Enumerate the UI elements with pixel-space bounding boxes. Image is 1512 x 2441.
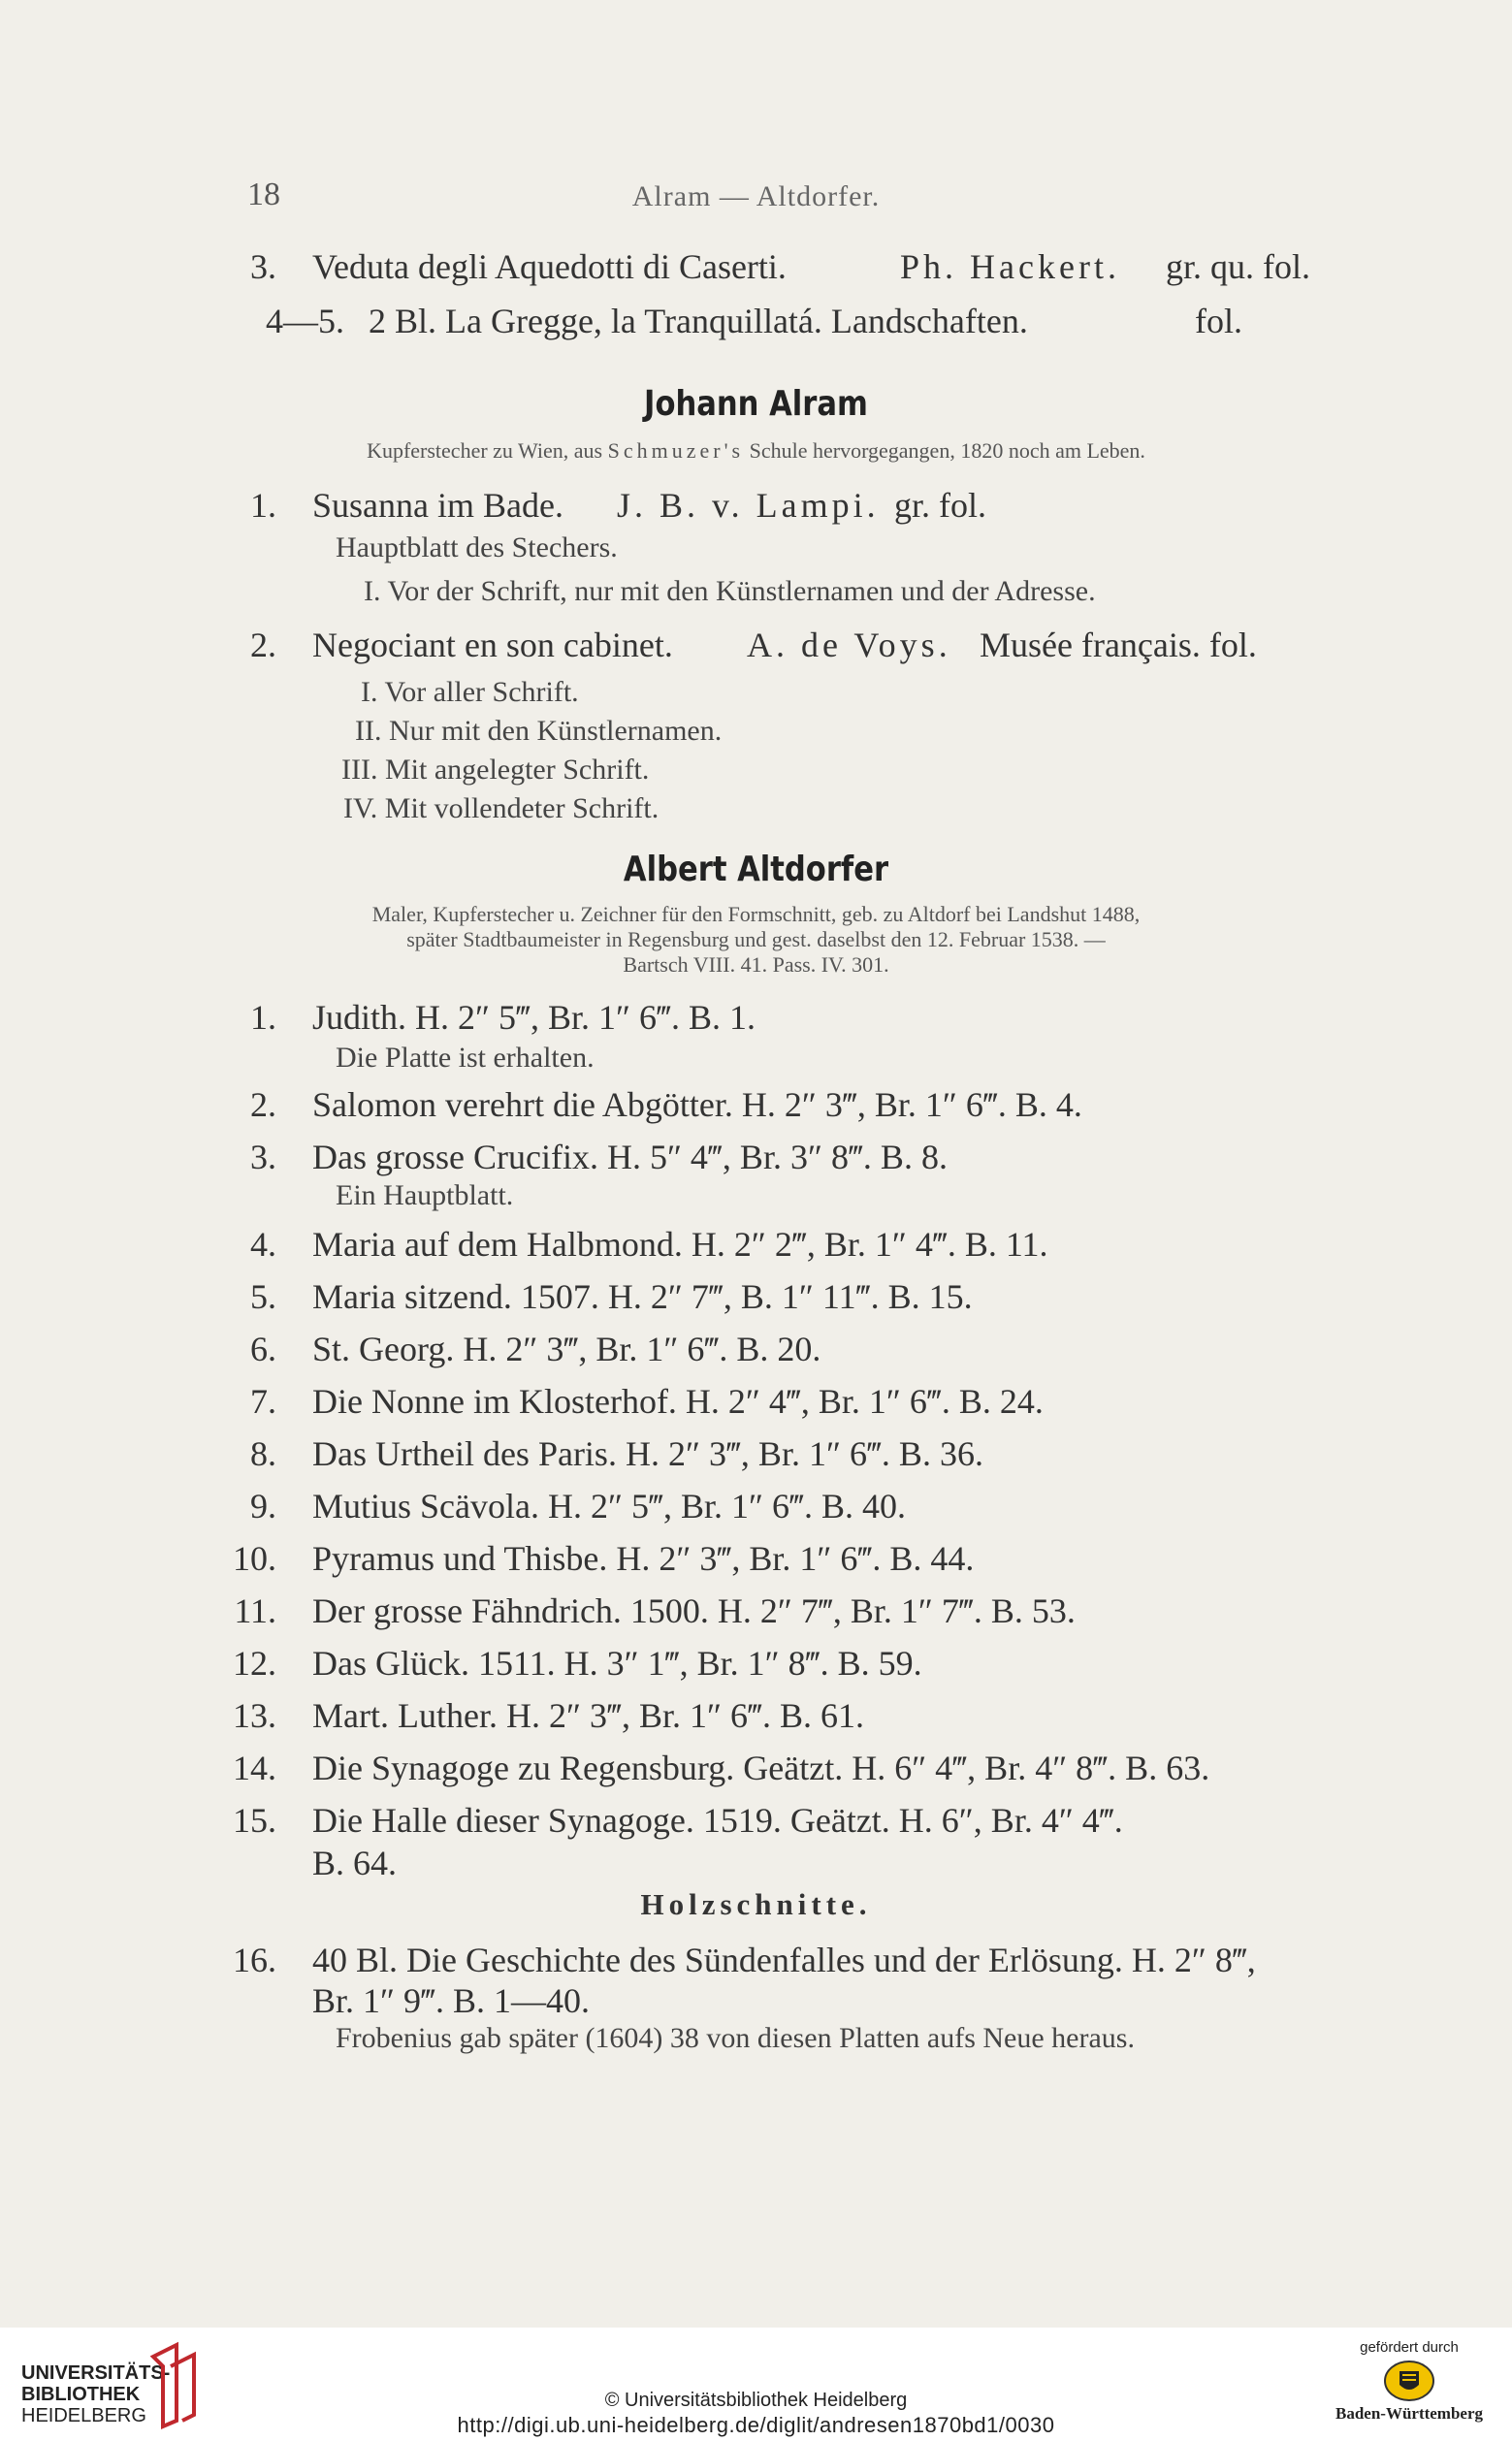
catalogue-item-text: Mart. Luther. H. 2″ 3‴, Br. 1″ 6‴. B. 61. (312, 1696, 864, 1735)
catalogue-item-number: 5. (250, 1277, 276, 1316)
catalogue-item-number: 8. (250, 1434, 276, 1473)
catalogue-item-number: 12. (233, 1644, 276, 1683)
footer-bar (0, 2328, 1512, 2441)
catalogue-item-text: Maria auf dem Halbmond. H. 2″ 2‴, Br. 1″ 4‴. B. 11. (312, 1225, 1048, 1264)
catalogue-item-text: Das Urtheil des Paris. H. 2″ 3‴, Br. 1″ 6‴. B. 36. (312, 1434, 983, 1473)
catalogue-item-text: Salomon verehrt die Abgötter. H. 2″ 3‴, Br. 1″ 6‴. B. 4. (312, 1085, 1082, 1124)
page-number: 18 (247, 177, 280, 212)
woodcuts-heading: Holzschnitte. (640, 1887, 872, 1921)
catalogue-item-number: 11. (234, 1591, 276, 1630)
catalogue-item-number: 10. (233, 1539, 276, 1578)
catalogue-item-text: Die Nonne im Klosterhof. H. 2″ 4‴, Br. 1″ 6‴. B. 24. (312, 1382, 1044, 1421)
catalogue-item-text: Maria sitzend. 1507. H. 2″ 7‴, B. 1″ 11‴. B. 15. (312, 1277, 973, 1316)
altdorfer-item-16-cont: Br. 1″ 9‴. B. 1—40. (312, 1981, 591, 2020)
alram-state-1: I. Vor der Schrift, nur mit den Künstlernamen und der Adresse. (364, 575, 1096, 607)
catalogue-item-text: Judith. H. 2″ 5‴, Br. 1″ 6‴. B. 1. (312, 998, 756, 1037)
alram-state-2-3: III. Mit angelegter Schrift. (341, 754, 650, 786)
catalogue-item-text: Das grosse Crucifix. H. 5″ 4‴, Br. 3″ 8‴. B. 8. (312, 1138, 948, 1176)
catalogue-item-number: 9. (250, 1487, 276, 1526)
catalogue-item-number: 6. (250, 1330, 276, 1368)
altdorfer-bio-1: Maler, Kupferstecher u. Zeichner für den Formschnitt, geb. zu Altdorf bei Landshut 1488, (371, 902, 1141, 926)
catalogue-item-text: Die Synagoge zu Regensburg. Geätzt. H. 6″ 4‴, Br. 4″ 8‴. B. 63. (312, 1749, 1210, 1787)
page-header (0, 177, 1512, 225)
section-heading-altdorfer: Albert Altdorfer (623, 850, 889, 889)
catalogue-item-number: 2. (250, 1085, 276, 1124)
catalogue-item-text: Das Glück. 1511. H. 3″ 1‴, Br. 1″ 8‴. B. 59. (312, 1644, 922, 1683)
catalogue-item-number: 3. (250, 1138, 276, 1176)
catalogue-item-text: Pyramus und Thisbe. H. 2″ 3‴, Br. 1″ 6‴. B. 44. (312, 1539, 975, 1578)
state-crest-icon (1383, 2360, 1435, 2402)
running-title: Alram — Altdorfer. (631, 180, 881, 212)
library-name: UNIVERSITÄTS- BIBLIOTHEK HEIDELBERG (21, 2362, 171, 2426)
alram-bio: Kupferstecher zu Wien, aus Schmuzer's Schule hervorgegangen, 1820 noch am Leben. (367, 438, 1145, 463)
catalogue-item-text: B. 64. (312, 1844, 398, 1882)
catalogue-item-number: 15. (233, 1801, 276, 1840)
alram-state-2-1: I. Vor aller Schrift. (361, 676, 579, 708)
altdorfer-bio-3: Bartsch VIII. 41. Pass. IV. 301. (623, 952, 889, 977)
sponsor-block: gefördert durch Baden-Württemberg (1335, 2339, 1484, 2423)
permalink[interactable]: http://digi.ub.uni-heidelberg.de/diglit/andresen1870bd1/0030 (457, 2413, 1055, 2437)
catalogue-item-number: 13. (233, 1696, 276, 1735)
catalogue-item-text: Die Halle dieser Synagoge. 1519. Geätzt. H. 6″, Br. 4″ 4‴. (312, 1801, 1123, 1840)
catalogue-item-number: 1. (250, 998, 276, 1037)
catalogue-item-text: Ein Hauptblatt. (336, 1179, 514, 1211)
alram-state-2-4: IV. Mit vollendeter Schrift. (343, 792, 659, 824)
section-heading-alram: Johann Alram (644, 384, 868, 424)
catalogue-item-number: 4. (250, 1225, 276, 1264)
copyright-notice: © Universitätsbibliothek Heidelberg (604, 2390, 908, 2411)
altdorfer-item-16-note: Frobenius gab später (1604) 38 von diesen Platten aufs Neue heraus. (336, 2022, 1135, 2054)
alram-note-1: Hauptblatt des Stechers. (336, 531, 618, 563)
catalogue-item-text: Die Platte ist erhalten. (336, 1042, 595, 1074)
scanned-page: 18 Alram — Altdorfer. 3. Veduta degli Aquedotti di Caserti. Ph. Hackert. gr. qu. fol. 4—5. 2 Bl. La Gregge, la Tranquillatá. Landschaften. fol. Johann Alram Kupferstecher zu Wien, aus Schmuzer's Schule hervorgegangen, 1820 noch am Leben. 1. Susanna im Bade. J. B. v. Lampi. gr. fol. Hauptblatt des Stechers. I. Vor der Schrift, nur mit den Künstlernamen und der Adresse. 2. Negociant en son cabinet. A. de Voys. Musée français. fol. I. Vor aller Schrift. II. Nur mit den Künstlernamen. III. Mit angelegter Schrift. IV. Mit vollendeter Schrift. Albert Altdorfer Maler, Kupferstecher u. Zeichner für den Formschnitt, geb. zu Altdorf bei Landshut 1488, später Stadtbaumeister in Regensburg und gest. daselbst den 12. Februar 1538. — Bartsch VIII. 41. Pass. IV. 301. 1. Judith. H. 2″ 5‴, Br. 1″ 6‴. B. 1. Die Platte ist erhalten. 2. Salomon verehrt die Abgötter. H. 2″ 3‴, Br. 1″ 6‴. B. 4. 3. Das grosse Crucifix. H. 5″ 4‴, Br. 3″ 8‴. B. 8. Ein Hauptblatt. 4. Maria auf dem Halbmond. H. 2″ 2‴, Br. 1″ 4‴. B. 11. 5. Maria sitzend. 1507. H. 2″ 7‴, B. 1″ 11‴. B. 15. 6. St. Georg. H. 2″ 3‴, Br. 1″ 6‴. B. 20. 7. Die Nonne im Klosterhof. H. 2″ 4‴, Br. 1″ 6‴. B. 24. 8. Das Urtheil des Paris. H. 2″ 3‴, Br. 1″ 6‴. B. 36. 9. Mutius Scävola. H. 2″ 5‴, Br. 1″ 6‴. B. 40. 10. Pyramus und Thisbe. H. 2″ 3‴, Br. 1″ 6‴. B. 44. 11. Der grosse Fähndrich. 1500. H. 2″ 7‴, Br. 1″ 7‴. B. 53. 12. Das Glück. 1511. H. 3″ 1‴, Br. 1″ 8‴. B. 59. 13. Mart. Luther. H. 2″ 3‴, Br. 1″ 6‴. B. 61. 14. Die Synagoge zu Regensburg. Geätzt. H. 6″ 4‴, Br. 4″ 8‴. B. 63. 15. Die Halle dieser Synagoge. 1519. Geätzt. H. 6″, Br. 4″ 4‴. B. 64. Holzschnitte. 16. 40 Bl. Die Geschichte des Sündenfalles und der Erlösung. H. 2″ 8‴, Br. 1″ 9‴. B. 1—40. Frobenius gab später (1604) 38 von diesen Platten aufs Neue heraus. (0, 0, 1512, 2328)
catalogue-item-number: 14. (233, 1749, 276, 1787)
alram-state-2-2: II. Nur mit den Künstlernamen. (355, 715, 723, 747)
catalogue-item-text: Der grosse Fähndrich. 1500. H. 2″ 7‴, Br. 1″ 7‴. B. 53. (312, 1591, 1076, 1630)
catalogue-item-number: 7. (250, 1382, 276, 1421)
altdorfer-bio-2: später Stadtbaumeister in Regensburg und gest. daselbst den 12. Februar 1538. — (406, 927, 1106, 951)
catalogue-item-text: Mutius Scävola. H. 2″ 5‴, Br. 1″ 6‴. B. 40. (312, 1487, 906, 1526)
catalogue-item-text: St. Georg. H. 2″ 3‴, Br. 1″ 6‴. B. 20. (312, 1330, 821, 1368)
